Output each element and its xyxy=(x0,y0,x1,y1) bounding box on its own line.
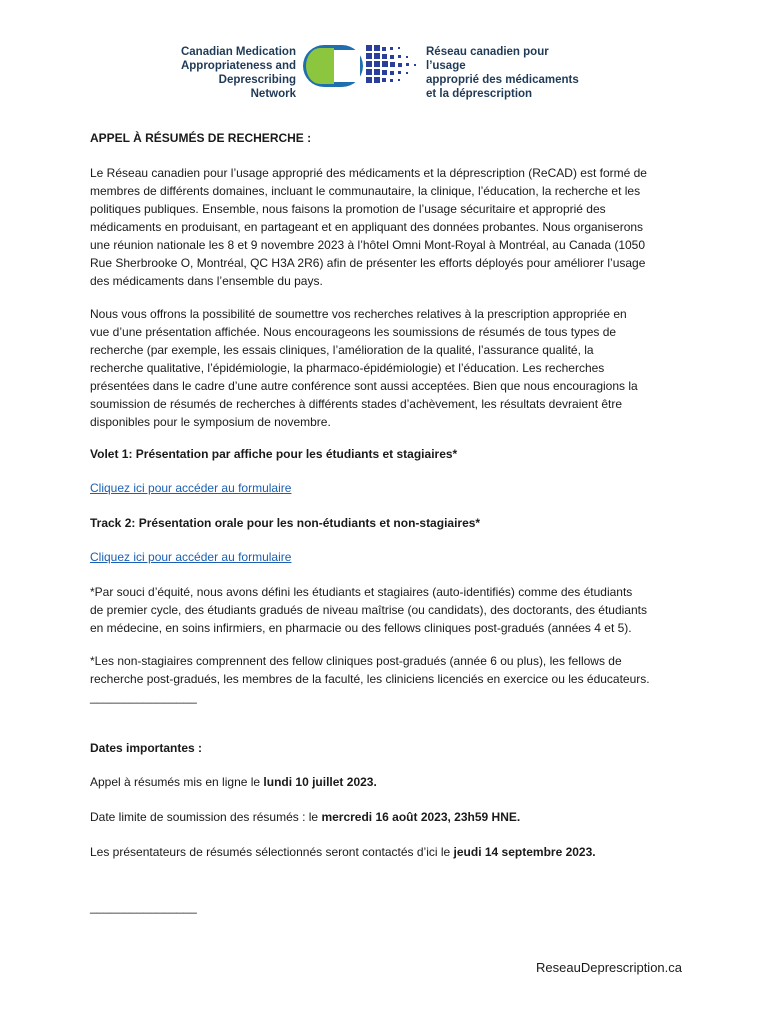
text-line: une réunion nationale les 8 et 9 novembre 2023 à l’hôtel Omni Mont-Royal à Montréal, au Canada (1050 xyxy=(90,238,646,252)
separator-line: ________________ xyxy=(90,900,197,914)
logo-fr-line: approprié des médicaments xyxy=(426,74,579,86)
track1-heading: Volet 1: Présentation par affiche pour les étudiants et stagiaires* xyxy=(90,447,458,461)
logo-en-line: Deprescribing Network xyxy=(218,74,296,100)
track1-form-link[interactable]: Cliquez ici pour accéder au formulaire xyxy=(90,481,292,495)
track2-heading: Track 2: Présentation orale pour les non-étudiants et non-stagiaires* xyxy=(90,516,481,530)
non-trainees-definition-note xyxy=(90,652,682,706)
text-line: *Les non-stagiaires comprennent des fellow cliniques post-gradués (année 6 ou plus), les fellows de xyxy=(90,654,622,668)
footer-website: ReseauDeprescription.ca xyxy=(536,960,682,975)
text-line: de premier cycle, des étudiants gradués de niveau maîtrise (ou candidats), des doctorants, des étudiants xyxy=(90,603,647,617)
text-line: Nous vous offrons la possibilité de soumettre vos recherches relatives à la prescription appropriée en xyxy=(90,307,627,321)
date-launch-label: Appel à résumés mis en ligne le xyxy=(90,775,264,789)
logo-en-line: Canadian Medication xyxy=(180,46,296,58)
date-deadline-label: Date limite de soumission des résumés : le xyxy=(90,810,322,824)
text-line: recherche post-gradués, les membres de la faculté, les cliniciens licenciés en exercice ou les éducateurs. xyxy=(90,672,650,686)
dates-heading: Dates importantes : xyxy=(90,741,203,755)
date-notification xyxy=(90,843,682,861)
capsule-icon xyxy=(302,44,364,88)
text-line: en médecine, en soins infirmiers, en pharmacie ou des fellows cliniques post-gradués (années 4 et 5). xyxy=(90,621,632,635)
logo-en-line: Appropriateness and xyxy=(180,60,296,72)
text-line: médicaments en produisant, en partageant et en appliquant des données probantes. Nous organiserons xyxy=(90,220,644,234)
recad-logo xyxy=(180,42,580,100)
page-title: APPEL À RÉSUMÉS DE RECHERCHE : xyxy=(90,131,312,145)
date-launch-value: lundi 10 juillet 2023. xyxy=(263,775,377,789)
date-launch xyxy=(90,773,682,791)
text-line: présentées dans le cadre d’une autre conférence sont aussi acceptées. Bien que nous encouragions la xyxy=(90,379,638,393)
text-line: politiques publiques. Ensemble, nous faisons la promotion de l’usage sécuritaire et approprié des xyxy=(90,202,606,216)
text-line: recherche (par exemple, les essais cliniques, l’amélioration de la qualité, l’assurance qualité, la xyxy=(90,343,594,357)
text-line: Le Réseau canadien pour l’usage approprié des médicaments et la déprescription (ReCAD) est formé de xyxy=(90,166,647,180)
track2-form-link[interactable]: Cliquez ici pour accéder au formulaire xyxy=(90,550,292,564)
logo-fr-line: Réseau canadien pour l’usage xyxy=(426,46,549,72)
intro-paragraph xyxy=(90,164,682,290)
text-line: des médicaments dans l’ensemble du pays. xyxy=(90,274,323,288)
text-line: disponibles pour le symposium de novembre. xyxy=(90,415,331,429)
date-deadline xyxy=(90,808,682,826)
text-line: *Par souci d’équité, nous avons défini les étudiants et stagiaires (auto-identifiés) comme des étudiants xyxy=(90,585,633,599)
text-line: membres de différents domaines, incluant le communautaire, la clinique, l’éducation, la recherche et les xyxy=(90,184,641,198)
separator-line: ________________ xyxy=(90,690,197,704)
logo-fr-line: et la déprescription xyxy=(426,88,533,100)
text-line: vue d’une présentation affichée. Nous encourageons les soumissions de résumés de tous types de xyxy=(90,325,617,339)
date-notification-label: Les présentateurs de résumés sélectionnés seront contactés d’ici le xyxy=(90,845,454,859)
logo-text-english xyxy=(180,45,296,101)
text-line: Rue Sherbrooke O, Montréal, QC H3A 2R6) afin de présenter les efforts déployés pour améliorer l’usage xyxy=(90,256,646,270)
date-notification-value: jeudi 14 septembre 2023. xyxy=(453,845,596,859)
logo-text-french xyxy=(426,45,586,101)
dots-pattern-icon xyxy=(366,45,422,87)
text-line: soumission de résumés de recherches à différents stades d’achèvement, les résultats devraient être xyxy=(90,397,623,411)
date-deadline-value: mercredi 16 août 2023, 23h59 HNE. xyxy=(321,810,521,824)
submission-paragraph xyxy=(90,305,682,431)
students-definition-note xyxy=(90,583,682,637)
text-line: recherche qualitative, l’épidémiologie, la pharmaco-épidémiologie) et l’éducation. Les recherches xyxy=(90,361,605,375)
